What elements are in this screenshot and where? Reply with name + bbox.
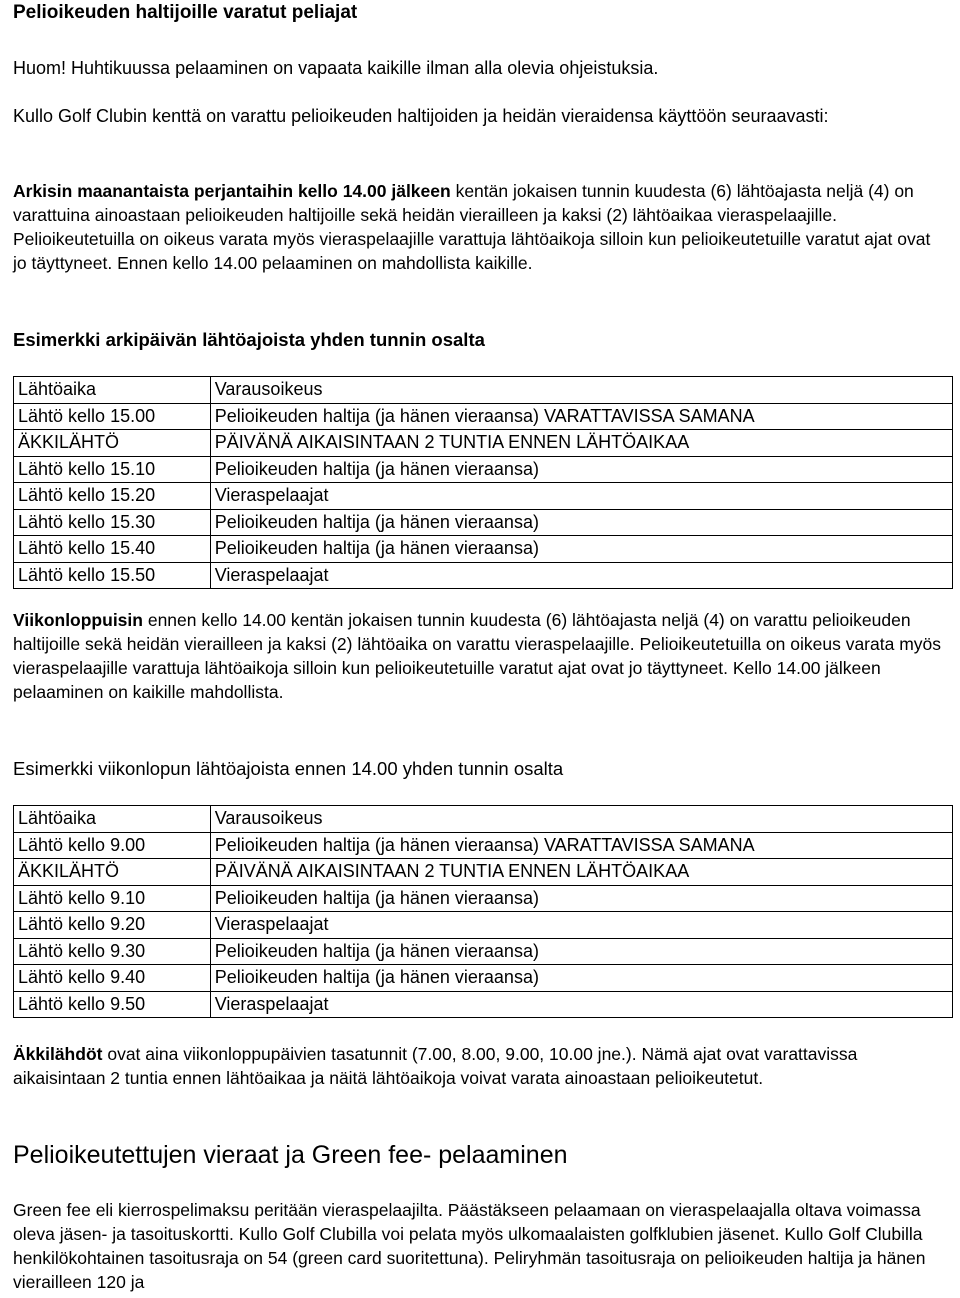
booking-right-cell: Vieraspelaajat bbox=[210, 991, 952, 1018]
weekend-text: ennen kello 14.00 kentän jokaisen tunnin kuudesta (6) lähtöajasta neljä (4) on varattu pelioikeuden haltijoille sekä heidän vierailleen ja kaksi (2) lähtöaika on varattu vieraspelaajille. Pelioikeutetuilla on oikeus varata myös vieraspelaajille varattuja lähtöaikoja silloin kun pelioikeutetuille varatut ajat ovat jo täyttyneet. Kello 14.00 jälkeen pelaaminen on kaikille mahdollista. bbox=[13, 610, 942, 702]
weekend-lead: Viikonloppuisin bbox=[13, 610, 143, 630]
weekend-example-heading: Esimerkki viikonlopun lähtöajoista ennen 14.00 yhden tunnin osalta bbox=[13, 758, 564, 779]
booking-right-cell: Vieraspelaajat bbox=[210, 912, 952, 939]
page-title: Pelioikeuden haltijoille varatut peliajat bbox=[13, 2, 358, 23]
start-time-cell: Lähtöaika bbox=[14, 806, 211, 833]
table-header-row bbox=[14, 377, 953, 404]
start-time-cell: Lähtö kello 15.30 bbox=[14, 509, 211, 536]
weekday-text: kentän jokaisen tunnin kuudesta (6) lähtöajasta neljä (4) on varattuina ainoastaan pelioikeuden haltijoille sekä heidän vierailleen ja kaksi (2) lähtöaikaa vieraspelaajille. Pelioikeutetuilla on oikeus varata myös vieraspelaajille varattuja lähtöaikoja silloin kun pelioikeutetuille varatut ajat ovat jo täyttyneet. Ennen kello 14.00 pelaaminen on mahdollista kaikille. bbox=[13, 181, 931, 273]
table-header-row bbox=[14, 806, 953, 833]
start-time-cell: Lähtö kello 9.50 bbox=[14, 991, 211, 1018]
booking-right-cell: Pelioikeuden haltija (ja hänen vieraansa) bbox=[210, 456, 952, 483]
booking-right-cell: Pelioikeuden haltija (ja hänen vieraansa) bbox=[210, 885, 952, 912]
weekend-paragraph bbox=[13, 608, 948, 704]
booking-right-cell: Varausoikeus bbox=[210, 806, 952, 833]
start-time-cell: Lähtö kello 15.20 bbox=[14, 483, 211, 510]
table-row bbox=[14, 885, 953, 912]
table-row bbox=[14, 938, 953, 965]
section-heading-green-fee: Pelioikeutettujen vieraat ja Green fee- pelaaminen bbox=[13, 1141, 568, 1169]
start-time-cell: ÄKKILÄHTÖ bbox=[14, 859, 211, 886]
start-time-cell: Lähtö kello 9.20 bbox=[14, 912, 211, 939]
booking-right-cell: PÄIVÄNÄ AIKAISINTAAN 2 TUNTIA ENNEN LÄHTÖAIKAA bbox=[210, 430, 952, 457]
booking-right-cell: Pelioikeuden haltija (ja hänen vieraansa) bbox=[210, 965, 952, 992]
booking-right-cell: PÄIVÄNÄ AIKAISINTAAN 2 TUNTIA ENNEN LÄHTÖAIKAA bbox=[210, 859, 952, 886]
table-row bbox=[14, 430, 953, 457]
table-row bbox=[14, 509, 953, 536]
green-fee-paragraph: Green fee eli kierrospelimaksu peritään vieraspelaajilta. Päästäkseen pelaamaan on vieraspelaajalla oltava voimassa oleva jäsen- ja tasoituskortti. Kullo Golf Clubilla voi pelata myös ulkomaalaisten golfklubien jäsenet. Kullo Golf Clubilla henkilökohtainen tasoitusraja on 54 (green card suoritettuna). Peliryhmän tasoitusraja on pelioikeuden haltija ja hänen vierailleen 120 ja bbox=[13, 1200, 926, 1292]
booking-right-cell: Pelioikeuden haltija (ja hänen vieraansa) bbox=[210, 509, 952, 536]
intro-paragraph: Kullo Golf Clubin kenttä on varattu pelioikeuden haltijoiden ja heidän vieraidensa käyttöön seuraavasti: bbox=[13, 106, 829, 126]
booking-right-cell: Varausoikeus bbox=[210, 377, 952, 404]
table-row bbox=[14, 859, 953, 886]
start-time-cell: Lähtö kello 9.10 bbox=[14, 885, 211, 912]
weekday-schedule-table bbox=[13, 376, 953, 589]
start-time-cell: Lähtö kello 15.00 bbox=[14, 403, 211, 430]
table-row bbox=[14, 832, 953, 859]
booking-right-cell: Pelioikeuden haltija (ja hänen vieraansa) bbox=[210, 536, 952, 563]
akki-lead: Äkkilähdöt bbox=[13, 1044, 103, 1064]
akki-paragraph bbox=[13, 1042, 948, 1090]
table-row bbox=[14, 456, 953, 483]
akki-text: ovat aina viikonloppupäivien tasatunnit (7.00, 8.00, 9.00, 10.00 jne.). Nämä ajat ovat varattavissa aikaisintaan 2 tuntia ennen lähtöaikaa ja näitä lähtöaikoja voivat varata ainoastaan pelioikeutetut. bbox=[13, 1044, 858, 1088]
start-time-cell: Lähtö kello 9.30 bbox=[14, 938, 211, 965]
start-time-cell: Lähtö kello 15.40 bbox=[14, 536, 211, 563]
table-row bbox=[14, 912, 953, 939]
start-time-cell: Lähtö kello 9.40 bbox=[14, 965, 211, 992]
booking-right-cell: Vieraspelaajat bbox=[210, 483, 952, 510]
table-row bbox=[14, 562, 953, 589]
booking-right-cell: Pelioikeuden haltija (ja hänen vieraansa) bbox=[210, 938, 952, 965]
notice-text: Huom! Huhtikuussa pelaaminen on vapaata kaikille ilman alla olevia ohjeistuksia. bbox=[13, 58, 659, 78]
table-row bbox=[14, 536, 953, 563]
table-row bbox=[14, 965, 953, 992]
table-row bbox=[14, 991, 953, 1018]
booking-right-cell: Pelioikeuden haltija (ja hänen vieraansa) VARATTAVISSA SAMANA bbox=[210, 403, 952, 430]
booking-right-cell: Vieraspelaajat bbox=[210, 562, 952, 589]
start-time-cell: ÄKKILÄHTÖ bbox=[14, 430, 211, 457]
weekend-schedule-table bbox=[13, 805, 953, 1018]
start-time-cell: Lähtöaika bbox=[14, 377, 211, 404]
table-row bbox=[14, 483, 953, 510]
booking-right-cell: Pelioikeuden haltija (ja hänen vieraansa) VARATTAVISSA SAMANA bbox=[210, 832, 952, 859]
start-time-cell: Lähtö kello 15.50 bbox=[14, 562, 211, 589]
weekday-example-heading: Esimerkki arkipäivän lähtöajoista yhden tunnin osalta bbox=[13, 329, 485, 350]
start-time-cell: Lähtö kello 9.00 bbox=[14, 832, 211, 859]
table-row bbox=[14, 403, 953, 430]
weekday-paragraph bbox=[13, 179, 948, 275]
weekday-lead: Arkisin maanantaista perjantaihin kello 14.00 jälkeen bbox=[13, 181, 451, 201]
start-time-cell: Lähtö kello 15.10 bbox=[14, 456, 211, 483]
